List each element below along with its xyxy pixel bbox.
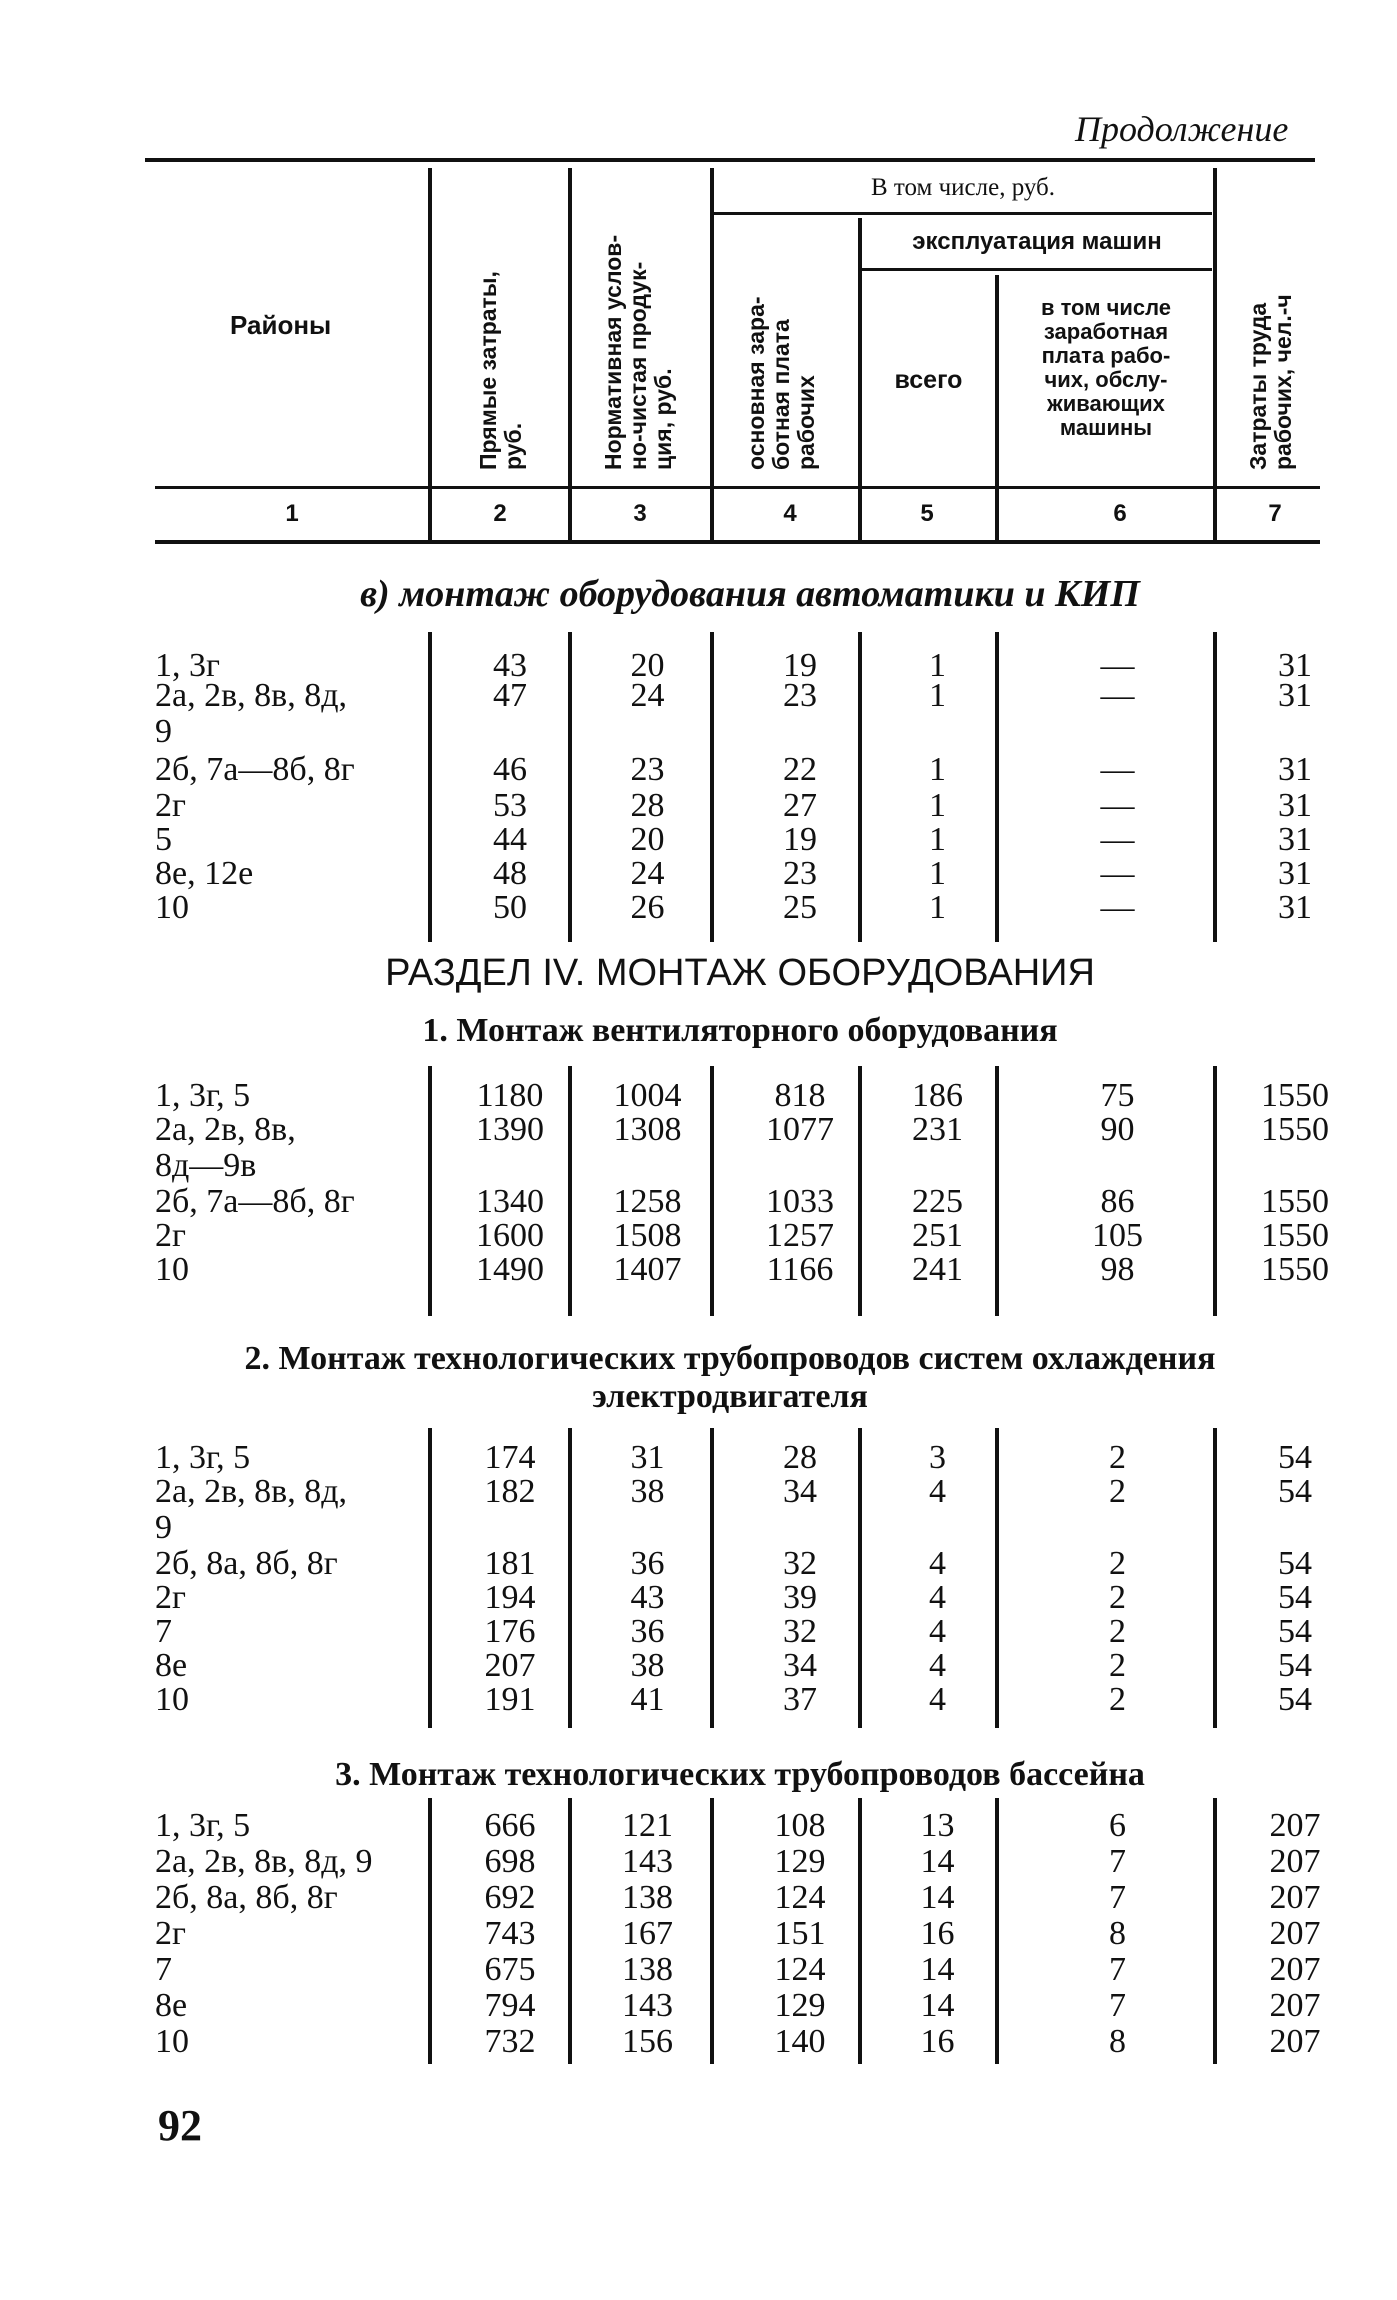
value-cell-c5: 4	[929, 1613, 946, 1650]
value-cell-c2: 191	[484, 1681, 536, 1718]
value-cell-c3: 43	[630, 1579, 665, 1616]
value-cell-c3: 36	[630, 1545, 665, 1582]
value-cell-c6: —	[1100, 787, 1135, 824]
value-cell-c4: 22	[783, 751, 817, 788]
value-cell-c6: —	[1100, 647, 1135, 684]
value-cell-c5: 14	[920, 1951, 955, 1988]
value-cell-c5: 14	[920, 1987, 955, 2024]
value-cell-c5: 186	[912, 1077, 963, 1114]
value-cell-c6: 2	[1109, 1613, 1126, 1650]
table-row	[0, 1078, 1397, 1114]
table-row	[0, 1473, 1397, 1546]
value-cell-c4: 140	[774, 2023, 826, 2060]
value-cell-c3: 1508	[613, 1217, 682, 1254]
value-cell-c3: 167	[622, 1915, 673, 1952]
table-row	[0, 1218, 1397, 1254]
value-cell-c2: 194	[484, 1579, 536, 1616]
value-cell-c3: 156	[622, 2023, 673, 2060]
table-row	[0, 1682, 1397, 1718]
value-cell-c3: 143	[622, 1843, 673, 1880]
value-cell-c4: 19	[783, 821, 817, 858]
header-divider	[568, 168, 572, 540]
value-cell-c2: 182	[484, 1473, 536, 1510]
value-cell-c4: 37	[783, 1681, 817, 1718]
region-cell: 2г	[155, 1579, 186, 1616]
value-cell-c7: 1550	[1261, 1217, 1329, 1254]
value-cell-c2: 743	[484, 1915, 536, 1952]
table-row	[0, 1440, 1397, 1476]
table-row	[0, 2024, 1397, 2060]
colnum-4: 4	[783, 500, 797, 527]
region-cell: 10	[155, 1251, 189, 1288]
value-cell-c4: 28	[783, 1439, 817, 1476]
value-cell-c6: 8	[1109, 1915, 1126, 1952]
value-cell-c5: 14	[920, 1843, 955, 1880]
region-cell: 8е, 12е	[155, 855, 254, 892]
colnum-5: 5	[920, 500, 934, 527]
value-cell-c2: 207	[484, 1647, 536, 1684]
value-cell-c6: 2	[1109, 1473, 1126, 1510]
value-cell-c7: 54	[1278, 1579, 1312, 1616]
value-cell-c3: 36	[630, 1613, 665, 1650]
value-cell-c6: 86	[1100, 1183, 1135, 1220]
value-cell-c3: 121	[622, 1807, 673, 1844]
region-cell: 7	[155, 1613, 172, 1650]
table-row	[0, 1988, 1397, 2024]
header-base-wage: основная зара- ботная плата рабочих	[743, 296, 819, 470]
value-cell-c2: 176	[484, 1613, 536, 1650]
value-cell-c6: 8	[1109, 2023, 1126, 2060]
value-cell-c7: 207	[1269, 1807, 1321, 1844]
value-cell-c4: 34	[783, 1473, 817, 1510]
value-cell-c4: 124	[774, 1951, 826, 1988]
value-cell-c5: 4	[929, 1681, 946, 1718]
value-cell-c3: 1308	[613, 1111, 682, 1148]
table-row	[0, 1252, 1397, 1288]
value-cell-c6: 7	[1109, 1951, 1126, 1988]
value-cell-c3: 31	[630, 1439, 665, 1476]
value-cell-c7: 54	[1278, 1647, 1312, 1684]
region-cell: 5	[155, 821, 172, 858]
value-cell-c2: 1390	[476, 1111, 544, 1148]
value-cell-c2: 1600	[476, 1217, 544, 1254]
section-title-kip: в) монтаж оборудования автоматики и КИП	[360, 573, 1140, 615]
header-machines-total: всего	[894, 366, 963, 394]
value-cell-c7: 1550	[1261, 1183, 1329, 1220]
value-cell-c5: 13	[920, 1807, 955, 1844]
colnum-bottom-rule	[155, 540, 1320, 544]
value-cell-c7: 31	[1278, 889, 1312, 926]
value-cell-c6: 6	[1109, 1807, 1126, 1844]
value-cell-c5: 241	[912, 1251, 963, 1288]
value-cell-c6: 2	[1109, 1545, 1126, 1582]
value-cell-c7: 31	[1278, 787, 1312, 824]
value-cell-c7: 54	[1278, 1681, 1312, 1718]
value-cell-c6: —	[1100, 889, 1135, 926]
value-cell-c2: 46	[493, 751, 527, 788]
table-top-rule	[145, 158, 1315, 162]
region-cell: 8е	[155, 1987, 188, 2024]
value-cell-c6: 90	[1100, 1111, 1135, 1148]
value-cell-c6: —	[1100, 821, 1135, 858]
value-cell-c3: 1258	[613, 1183, 682, 1220]
value-cell-c6: —	[1100, 677, 1135, 714]
region-cell: 2б, 8а, 8б, 8г	[155, 1879, 338, 1916]
table-row	[0, 788, 1397, 824]
table-row	[0, 1614, 1397, 1650]
value-cell-c7: 54	[1278, 1545, 1312, 1582]
section-title-cooling: 2. Монтаж технологических трубопроводов систем охлаждения электродвигателя	[244, 1340, 1216, 1415]
value-cell-c6: 105	[1092, 1217, 1143, 1254]
value-cell-c4: 1166	[766, 1251, 834, 1288]
table-row	[0, 1546, 1397, 1582]
value-cell-c4: 151	[774, 1915, 826, 1952]
value-cell-c4: 32	[783, 1545, 817, 1582]
value-cell-c7: 31	[1278, 821, 1312, 858]
value-cell-c2: 1340	[476, 1183, 544, 1220]
value-cell-c2: 1180	[476, 1077, 544, 1114]
header-machine-wage: в том числе заработная плата рабо- чих, обслу- живающих машины	[1040, 295, 1172, 440]
value-cell-c3: 20	[630, 821, 665, 858]
value-cell-c4: 818	[774, 1077, 826, 1114]
value-cell-c5: 1	[929, 787, 946, 824]
region-cell: 10	[155, 889, 189, 926]
value-cell-c7: 31	[1278, 647, 1312, 684]
value-cell-c3: 28	[630, 787, 665, 824]
value-cell-c4: 129	[774, 1843, 826, 1880]
region-cell: 2г	[155, 787, 186, 824]
value-cell-c5: 231	[912, 1111, 963, 1148]
table-row	[0, 752, 1397, 788]
value-cell-c2: 181	[484, 1545, 536, 1582]
table-row	[0, 1580, 1397, 1616]
region-cell: 2б, 7а—8б, 8г	[155, 751, 355, 788]
table-row	[0, 1844, 1397, 1880]
region-cell: 7	[155, 1951, 172, 1988]
value-cell-c4: 1077	[766, 1111, 834, 1148]
page-header: Продолжение	[1075, 109, 1289, 149]
value-cell-c3: 1004	[613, 1077, 682, 1114]
colnum-6: 6	[1113, 500, 1127, 527]
value-cell-c3: 138	[622, 1951, 673, 1988]
value-cell-c4: 34	[783, 1647, 817, 1684]
value-cell-c2: 47	[493, 677, 527, 714]
header-divider	[710, 168, 714, 540]
value-cell-c6: 2	[1109, 1681, 1126, 1718]
value-cell-c7: 207	[1269, 1951, 1321, 1988]
value-cell-c2: 44	[493, 821, 527, 858]
region-cell: 2б, 7а—8б, 8г	[155, 1183, 355, 1220]
region-cell: 1, 3г, 5	[155, 1077, 251, 1114]
value-cell-c4: 129	[774, 1987, 826, 2024]
value-cell-c2: 698	[484, 1843, 536, 1880]
header-labor: Затраты труда рабочих, чел.-ч	[1245, 294, 1296, 470]
colnum-2: 2	[493, 500, 507, 527]
header-normative: Нормативная услов- но-чистая продук- ция, руб.	[600, 234, 676, 470]
header-direct-costs: Прямые затраты, руб.	[475, 271, 526, 470]
value-cell-c5: 251	[912, 1217, 963, 1254]
table-row	[0, 1648, 1397, 1684]
razdel-title: РАЗДЕЛ IV. МОНТАЖ ОБОРУДОВАНИЯ	[385, 952, 1095, 994]
region-cell: 2а, 2в, 8в, 8д, 9	[155, 1473, 347, 1546]
region-cell: 1, 3г, 5	[155, 1807, 251, 1844]
value-cell-c2: 43	[493, 647, 527, 684]
header-regions: Районы	[230, 310, 332, 340]
value-cell-c7: 1550	[1261, 1077, 1329, 1114]
table-row	[0, 1880, 1397, 1916]
value-cell-c6: —	[1100, 855, 1135, 892]
table-row	[0, 1184, 1397, 1220]
value-cell-c3: 38	[630, 1647, 665, 1684]
value-cell-c3: 20	[630, 647, 665, 684]
value-cell-c2: 53	[493, 787, 527, 824]
value-cell-c7: 54	[1278, 1439, 1312, 1476]
value-cell-c6: 2	[1109, 1647, 1126, 1684]
value-cell-c2: 666	[484, 1807, 536, 1844]
value-cell-c7: 207	[1269, 2023, 1321, 2060]
value-cell-c3: 143	[622, 1987, 673, 2024]
table-row	[0, 856, 1397, 892]
table-row	[0, 1916, 1397, 1952]
value-cell-c5: 4	[929, 1579, 946, 1616]
value-cell-c3: 1407	[613, 1251, 682, 1288]
value-cell-c7: 1550	[1261, 1111, 1329, 1148]
value-cell-c7: 54	[1278, 1473, 1312, 1510]
value-cell-c7: 31	[1278, 751, 1312, 788]
section-title-pool: 3. Монтаж технологических трубопроводов бассейна	[335, 1756, 1145, 1793]
value-cell-c2: 48	[493, 855, 527, 892]
value-cell-c3: 23	[630, 751, 665, 788]
value-cell-c7: 207	[1269, 1843, 1321, 1880]
value-cell-c4: 23	[783, 855, 817, 892]
value-cell-c6: 98	[1100, 1251, 1135, 1288]
region-cell: 1, 3г	[155, 647, 220, 684]
page-number: 92	[158, 2101, 202, 2150]
colnum-3: 3	[633, 500, 647, 527]
value-cell-c5: 1	[929, 855, 946, 892]
value-cell-c5: 16	[920, 1915, 955, 1952]
region-cell: 1, 3г, 5	[155, 1439, 251, 1476]
region-cell: 8е	[155, 1647, 188, 1684]
header-divider	[428, 168, 432, 540]
region-cell: 2а, 2в, 8в, 8д—9в	[155, 1111, 296, 1184]
value-cell-c6: 2	[1109, 1439, 1126, 1476]
header-including-group: В том числе, руб.	[870, 174, 1056, 201]
header-machines-group: эксплуатация машин	[912, 228, 1162, 255]
value-cell-c4: 1257	[766, 1217, 834, 1254]
value-cell-c2: 174	[484, 1439, 536, 1476]
value-cell-c5: 225	[912, 1183, 963, 1220]
value-cell-c4: 25	[783, 889, 817, 926]
region-cell: 10	[155, 1681, 189, 1718]
value-cell-c5: 3	[929, 1439, 946, 1476]
value-cell-c4: 19	[783, 647, 817, 684]
value-cell-c3: 24	[630, 855, 665, 892]
value-cell-c4: 23	[783, 677, 817, 714]
value-cell-c7: 207	[1269, 1915, 1321, 1952]
value-cell-c6: 7	[1109, 1987, 1126, 2024]
value-cell-c7: 207	[1269, 1987, 1321, 2024]
header-divider	[995, 275, 999, 540]
region-cell: 2г	[155, 1915, 186, 1952]
region-cell: 2б, 8а, 8б, 8г	[155, 1545, 338, 1582]
value-cell-c5: 4	[929, 1545, 946, 1582]
value-cell-c7: 31	[1278, 677, 1312, 714]
value-cell-c7: 1550	[1261, 1251, 1329, 1288]
table-row	[0, 1111, 1397, 1184]
region-cell: 10	[155, 2023, 189, 2060]
group-machines-rule	[860, 268, 1212, 271]
value-cell-c5: 4	[929, 1647, 946, 1684]
value-cell-c7: 54	[1278, 1613, 1312, 1650]
value-cell-c3: 38	[630, 1473, 665, 1510]
value-cell-c5: 16	[920, 2023, 955, 2060]
group-including-rule	[712, 212, 1212, 215]
value-cell-c6: 7	[1109, 1843, 1126, 1880]
region-cell: 2г	[155, 1217, 186, 1254]
value-cell-c6: 7	[1109, 1879, 1126, 1916]
value-cell-c3: 41	[630, 1681, 665, 1718]
value-cell-c4: 32	[783, 1613, 817, 1650]
table-row	[0, 822, 1397, 858]
value-cell-c6: 2	[1109, 1579, 1126, 1616]
value-cell-c5: 4	[929, 1473, 946, 1510]
value-cell-c4: 1033	[766, 1183, 834, 1220]
header-divider	[1213, 168, 1217, 540]
value-cell-c4: 27	[783, 787, 817, 824]
value-cell-c7: 31	[1278, 855, 1312, 892]
value-cell-c5: 1	[929, 677, 946, 714]
table-row	[0, 890, 1397, 926]
table-row	[0, 1808, 1397, 1844]
value-cell-c7: 207	[1269, 1879, 1321, 1916]
value-cell-c3: 26	[630, 889, 665, 926]
value-cell-c2: 692	[484, 1879, 536, 1916]
value-cell-c5: 1	[929, 889, 946, 926]
value-cell-c5: 1	[929, 647, 946, 684]
value-cell-c5: 1	[929, 821, 946, 858]
header-bottom-rule	[155, 486, 1320, 489]
value-cell-c4: 124	[774, 1879, 826, 1916]
value-cell-c2: 675	[484, 1951, 536, 1988]
region-cell: 2а, 2в, 8в, 8д, 9	[155, 677, 347, 750]
table-row	[0, 677, 1397, 750]
value-cell-c2: 50	[493, 889, 527, 926]
value-cell-c2: 794	[484, 1987, 536, 2024]
region-cell: 2а, 2в, 8в, 8д, 9	[155, 1843, 373, 1880]
value-cell-c2: 1490	[476, 1251, 544, 1288]
section-title-ventilation: 1. Монтаж вентиляторного оборудования	[422, 1012, 1058, 1049]
value-cell-c2: 732	[484, 2023, 536, 2060]
value-cell-c3: 138	[622, 1879, 673, 1916]
value-cell-c5: 1	[929, 751, 946, 788]
value-cell-c5: 14	[920, 1879, 955, 1916]
value-cell-c6: 75	[1100, 1077, 1135, 1114]
colnum-7: 7	[1268, 500, 1282, 527]
value-cell-c4: 108	[774, 1807, 826, 1844]
value-cell-c6: —	[1100, 751, 1135, 788]
value-cell-c4: 39	[783, 1579, 817, 1616]
colnum-1: 1	[285, 500, 299, 527]
table-row	[0, 1952, 1397, 1988]
value-cell-c3: 24	[630, 677, 665, 714]
